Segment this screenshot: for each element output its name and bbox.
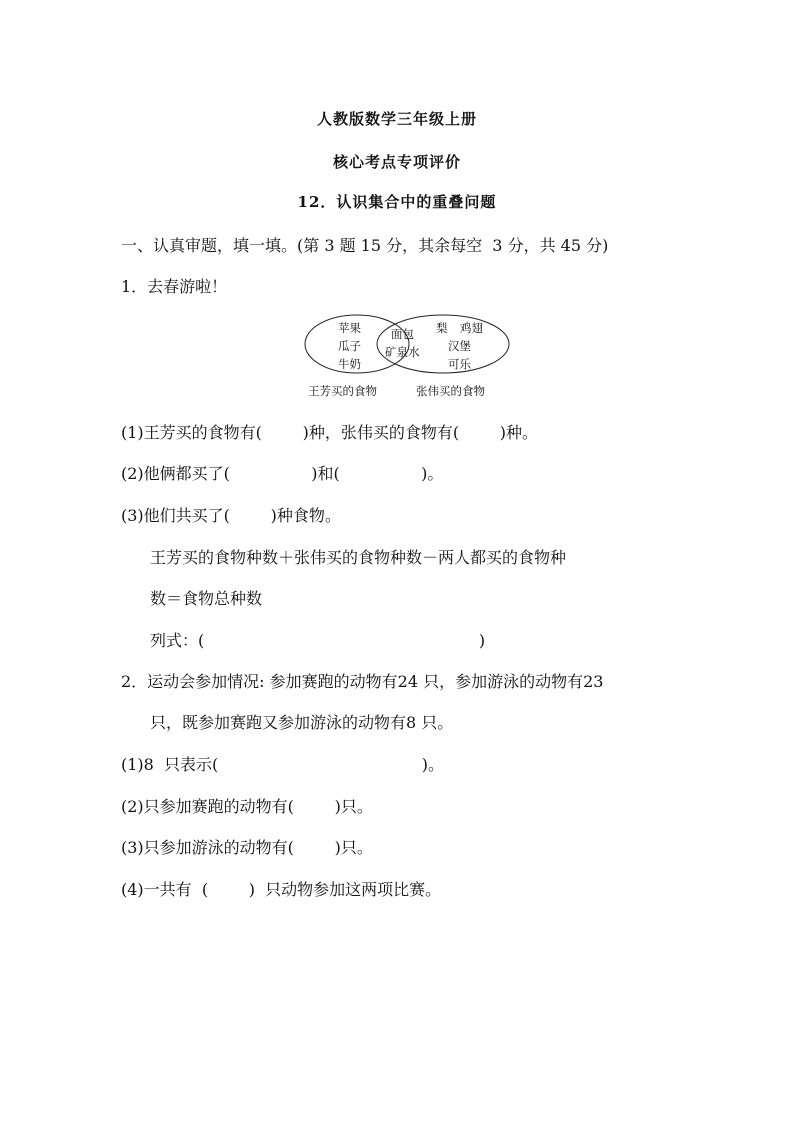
question-1-sub-2: (2)他俩都买了( )和( )。 xyxy=(121,464,444,483)
question-1-sub-1: (1)王芳买的食物有( )种，张伟买的食物有( )种。 xyxy=(121,423,539,442)
venn-overlap-item: 面包 xyxy=(391,327,414,341)
venn-left-caption: 王芳买的食物 xyxy=(308,384,377,398)
question-1-hint-line-2: 数＝食物总种数 xyxy=(150,589,263,608)
venn-left-item: 苹果 xyxy=(338,321,361,335)
question-2-title-line-2: 只，既参加赛跑又参加游泳的动物有8 只。 xyxy=(150,713,454,732)
venn-left-item: 牛奶 xyxy=(338,357,361,371)
venn-diagram xyxy=(302,312,512,402)
question-2-sub-2: (2)只参加赛跑的动物有( )只。 xyxy=(121,797,373,816)
venn-right-item: 汉堡 xyxy=(448,339,471,353)
venn-left-item: 瓜子 xyxy=(338,339,361,353)
question-1-sub-3: (3)他们共买了( )种食物。 xyxy=(121,506,341,525)
question-2-sub-1: (1)8 只表示( )。 xyxy=(121,755,444,774)
section-title: 12．认识集合中的重叠问题 xyxy=(297,193,497,211)
question-2-sub-3: (3)只参加游泳的动物有( )只。 xyxy=(121,838,373,857)
venn-right-item: 梨 xyxy=(436,321,448,335)
venn-right-caption: 张伟买的食物 xyxy=(416,384,485,398)
question-1-formula: 列式：( ) xyxy=(150,631,486,650)
doc-subtitle: 核心考点专项评价 xyxy=(332,153,461,171)
doc-title: 人教版数学三年级上册 xyxy=(316,110,477,128)
question-2-title-line-1: 2．运动会参加情况: 参加赛跑的动物有24 只，参加游泳的动物有23 xyxy=(121,672,604,691)
section-heading: 一、认真审题，填一填。(第 3 题 15 分，其余每空 3 分，共 45 分) xyxy=(121,236,609,255)
question-2-sub-4: (4)一共有 ( ) 只动物参加这两项比赛。 xyxy=(121,880,442,899)
venn-overlap-item: 矿泉水 xyxy=(385,345,420,359)
venn-right-item: 鸡翅 xyxy=(460,321,483,335)
question-1-title: 1．去春游啦！ xyxy=(121,277,228,296)
venn-right-item: 可乐 xyxy=(448,357,471,371)
question-1-hint-line-1: 王芳买的食物种数＋张伟买的食物种数－两人都买的食物种 xyxy=(150,548,567,567)
